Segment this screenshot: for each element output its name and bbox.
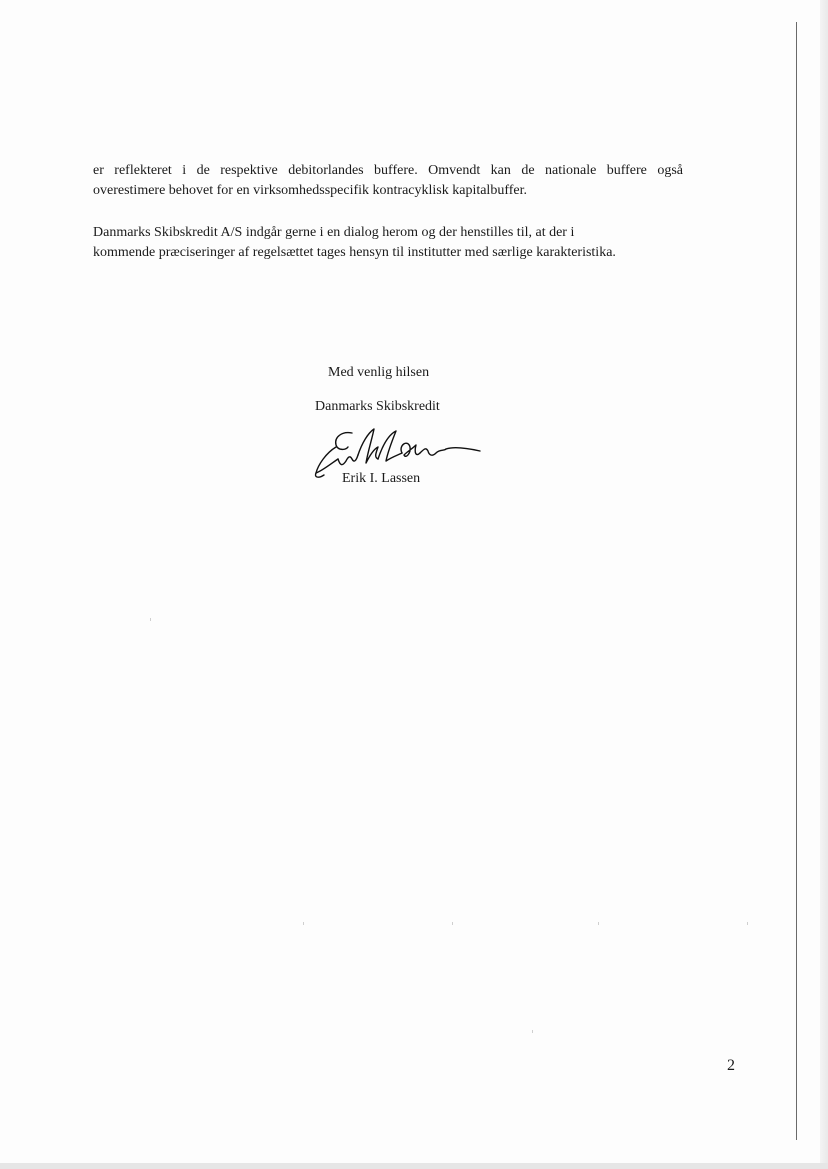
body-paragraph-1 [93, 161, 683, 201]
scan-speck [150, 618, 151, 621]
scan-speck [598, 922, 599, 925]
scan-bottom-shadow [0, 1163, 828, 1169]
page-number: 2 [727, 1057, 735, 1074]
paragraph-2-line-1: Danmarks Skibskredit A/S indgår gerne i en dialog herom og der henstilles til, at der i [93, 225, 575, 240]
scan-speck [532, 1030, 533, 1033]
scan-edge-line [796, 22, 797, 1140]
scan-speck [452, 922, 453, 925]
closing-company: Danmarks Skibskredit [315, 399, 440, 414]
paragraph-1-line-1: er reflekteret i de respektive debitorlandes buffere. Omvendt kan de nationale buffere også [93, 163, 683, 178]
scan-edge-shadow [820, 0, 828, 1169]
paragraph-2-line-2: kommende præciseringer af regelsættet tages hensyn til institutter med særlige karakteristika. [93, 245, 616, 260]
paragraph-1-line-2: overestimere behovet for en virksomhedsspecifik kontracyklisk kapitalbuffer. [93, 183, 527, 198]
signer-name: Erik I. Lassen [342, 471, 421, 486]
closing-greeting: Med venlig hilsen [328, 365, 430, 380]
scan-speck [303, 922, 304, 925]
body-paragraph-2 [93, 223, 683, 263]
scan-speck [747, 922, 748, 925]
